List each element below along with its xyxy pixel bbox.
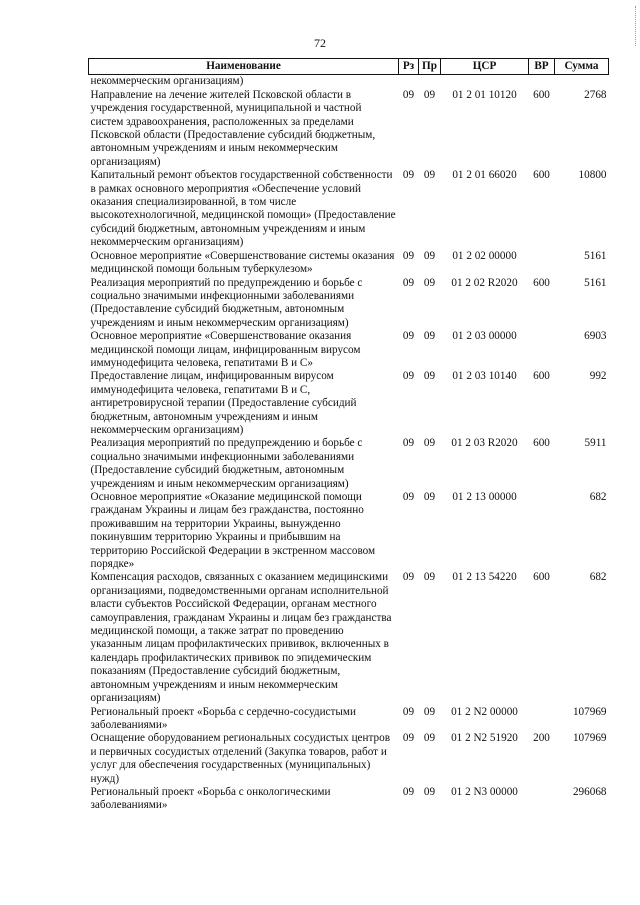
cell-rz: 09 <box>402 491 415 503</box>
cell-pr: 09 <box>423 370 436 383</box>
cell-csr: 01 2 01 66020 <box>452 169 517 182</box>
table-row <box>89 75 609 89</box>
header-vr: ВР <box>529 59 555 75</box>
cell-pr <box>419 75 441 89</box>
cell-csr: 01 2 03 00000 <box>452 330 517 343</box>
cell-pr: 09 <box>423 276 436 289</box>
cell-vr: 200 <box>533 732 550 745</box>
cell-name: Реализация мероприятий по предупреждению и борьбе с социально значимыми инфекционными заболеваниями (Предоставление субсидий бюджетным, автономным учреждениям и иным некоммерческим организациям) <box>90 437 363 490</box>
cell-csr: 01 2 03 R2020 <box>451 437 518 450</box>
cell-vr <box>529 75 555 89</box>
table-row <box>89 250 609 277</box>
cell-pr: 09 <box>423 437 436 450</box>
table-row <box>89 370 609 437</box>
cell-sum: 107969 <box>572 732 607 745</box>
cell-sum: 992 <box>589 370 607 383</box>
table-row <box>89 169 609 249</box>
cell-name: Направление на лечение жителей Псковской области в учреждения государственной, муниципальной и частной систем здравоохранения, расположенных за пределами Псковской области (Предоставление субсидий бюджетным, автономным учреждениям и иным некоммерческим организациям) <box>90 88 376 168</box>
table-row <box>89 330 609 370</box>
cell-rz: 09 <box>402 169 415 182</box>
cell-name: Оснащение оборудованием региональных сосудистых центров и первичных сосудистых отделений (Закупка товаров, работ и услуг для обеспечения государственных (муниципальных) нужд) <box>90 732 391 785</box>
cell-name: Предоставление лицам, инфицированным вирусом иммунодефицита человека, гепатитами В и С, антиретровирусной терапии (Предоставление субсидий бюджетным, автономным учреждениям и иным некоммерческим организациям) <box>90 370 357 436</box>
cell-name: Капитальный ремонт объектов государственной собственности в рамках основного мероприятия «Обеспечение условий оказания специализированной, в том числе высокотехнологичной, медицинской помощи» (Предоставление субсидий бюджетным, автономным учреждениям и иным некоммерческим организациям) <box>90 169 396 249</box>
budget-table <box>88 58 609 813</box>
cell-rz <box>399 75 419 89</box>
cell-vr: 600 <box>533 169 550 182</box>
cell-pr: 09 <box>423 705 436 718</box>
cell-rz: 09 <box>402 276 415 289</box>
cell-vr: 600 <box>533 571 550 584</box>
header-sum: Сумма <box>555 59 609 75</box>
cell-name: Основное мероприятие «Совершенствование оказания медицинской помощи лицам, инфицированным вирусом иммунодефицита человека, гепатитами В и С» <box>90 330 361 369</box>
cell-pr: 09 <box>423 249 436 262</box>
cell-rz: 09 <box>402 571 415 584</box>
cell-sum: 2768 <box>584 88 607 101</box>
cell-sum: 6903 <box>584 330 607 343</box>
table-header <box>89 59 609 75</box>
cell-sum: 296068 <box>572 785 607 798</box>
table-row <box>89 89 609 169</box>
cell-vr: 600 <box>533 370 550 383</box>
cell-csr: 01 2 13 54220 <box>452 571 517 584</box>
cell-rz: 09 <box>402 785 415 798</box>
cell-csr: 01 2 01 10120 <box>452 88 517 101</box>
cell-sum <box>555 75 609 89</box>
cell-csr: 01 2 02 00000 <box>452 249 517 262</box>
cell-csr <box>441 75 529 89</box>
table-row <box>89 706 609 733</box>
cell-pr: 09 <box>423 491 436 503</box>
cell-pr: 09 <box>423 732 436 745</box>
cell-rz: 09 <box>402 330 415 343</box>
cell-vr <box>529 706 555 733</box>
page-number: 72 <box>314 36 326 50</box>
cell-name: Региональный проект «Борьба с сердечно-сосудистыми заболеваниями» <box>90 705 356 731</box>
cell-name: некоммерческим организациям) <box>90 75 244 88</box>
header-name: Наименование <box>89 59 399 75</box>
cell-sum: 682 <box>589 491 607 503</box>
cell-name: Основное мероприятие «Оказание медицинской помощи гражданам Украины и лицам без гражданства, постоянно проживавшим на территории Украины, вынужденно покинувшим территорию Украины и прибывшим на территорию Российской Федерации в экстренном массовом порядке» <box>90 491 376 571</box>
cell-pr: 09 <box>423 785 436 798</box>
cell-rz: 09 <box>402 705 415 718</box>
cell-csr: 01 2 03 10140 <box>452 370 517 383</box>
table-row <box>89 491 609 571</box>
cell-sum: 5161 <box>584 276 607 289</box>
cell-vr: 600 <box>533 276 550 289</box>
cell-sum: 107969 <box>572 705 607 718</box>
cell-sum: 5911 <box>584 437 607 450</box>
cell-sum: 682 <box>589 571 607 584</box>
cell-csr: 01 2 N3 00000 <box>451 785 518 798</box>
table-row <box>89 277 609 331</box>
cell-name: Региональный проект «Борьба с онкологическими заболеваниями» <box>90 785 331 812</box>
cell-pr: 09 <box>423 571 436 584</box>
header-pr: Пр <box>419 59 441 75</box>
cell-name: Основное мероприятие «Совершенствование системы оказания медицинской помощи больным туберкулезом» <box>90 249 395 276</box>
cell-pr: 09 <box>423 330 436 343</box>
cell-sum: 5161 <box>584 249 607 262</box>
cell-rz: 09 <box>402 732 415 745</box>
cell-vr: 600 <box>533 88 550 101</box>
cell-csr: 01 2 N2 00000 <box>451 705 518 718</box>
cell-rz: 09 <box>402 370 415 383</box>
cell-pr: 09 <box>423 169 436 182</box>
cell-rz: 09 <box>402 437 415 450</box>
cell-vr <box>529 491 555 571</box>
cell-name: Реализация мероприятий по предупреждению и борьбе с социально значимыми инфекционными заболеваниями (Предоставление субсидий бюджетным, автономным учреждениям и иным некоммерческим организациям) <box>90 276 363 329</box>
cell-rz: 09 <box>402 88 415 101</box>
cell-sum: 10800 <box>578 169 607 182</box>
cell-vr: 600 <box>533 437 550 450</box>
table-row <box>89 571 609 705</box>
cell-rz: 09 <box>402 249 415 262</box>
table-row <box>89 732 609 786</box>
table-body <box>89 75 609 813</box>
header-csr: ЦСР <box>441 59 529 75</box>
header-rz: Рз <box>399 59 419 75</box>
cell-csr: 01 2 N2 51920 <box>451 732 518 745</box>
cell-pr: 09 <box>423 88 436 101</box>
cell-csr: 01 2 02 R2020 <box>451 276 518 289</box>
cell-vr <box>529 786 555 813</box>
cell-name: Компенсация расходов, связанных с оказанием медицинскими организациями, подведомственными органам исполнительной власти субъектов Российской Федерации, органам местного самоуправления, гражданам Украины и лицам без гражданства медицинской помощи, а также затрат по проведению указанным лицам профилактических прививок, включенных в календарь профилактических прививок по эпидемическим показаниям (Предоставление субсидий бюджетным, автономным учреждениям и иным некоммерческим организациям) <box>90 571 392 705</box>
cell-csr: 01 2 13 00000 <box>452 491 517 503</box>
cell-vr <box>529 250 555 277</box>
table-row <box>89 786 609 813</box>
cell-vr <box>529 330 555 370</box>
table-row <box>89 437 609 491</box>
